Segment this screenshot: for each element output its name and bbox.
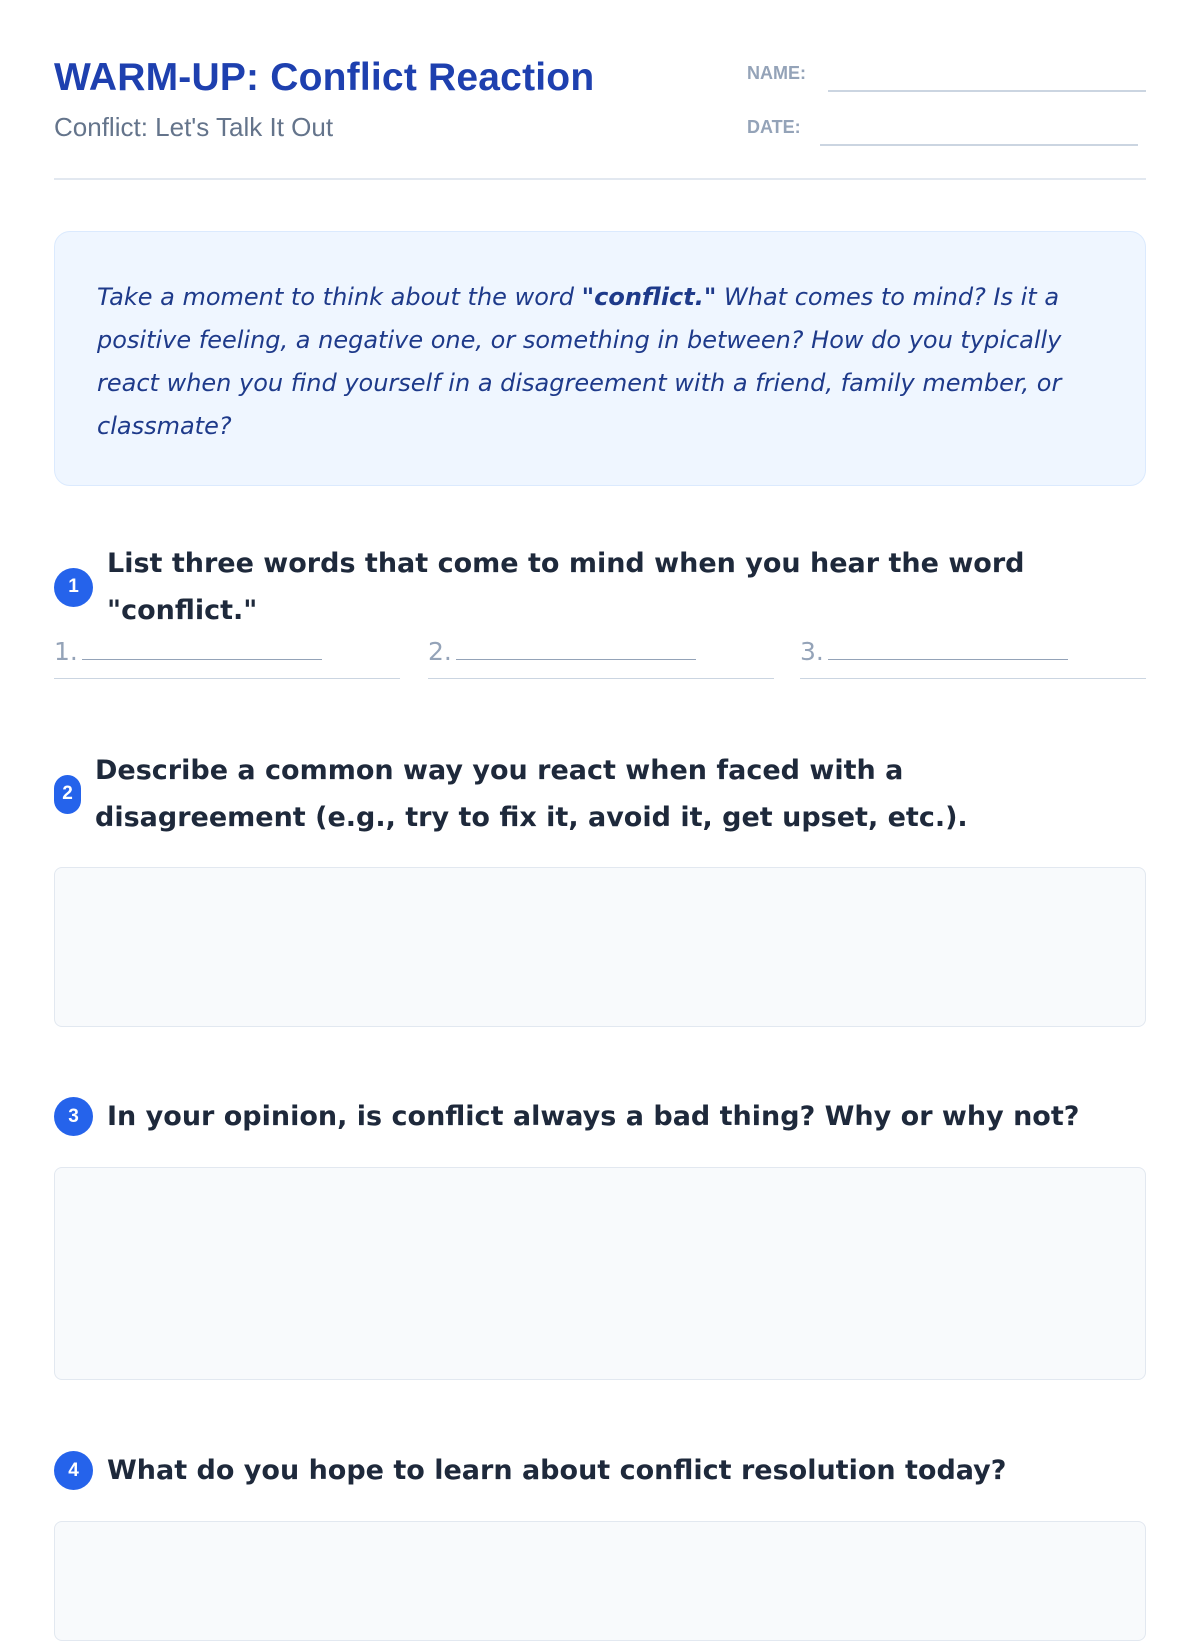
name-field[interactable] (828, 90, 1146, 92)
worksheet-page (54, 0, 1146, 1486)
worksheet-header (54, 0, 1146, 180)
intro-text-end: What comes to mind? Is it a positive feeling, a negative one, or something in between? How do you typically react when you find yourself in a disagreement with a friend, family member, or classmate? (97, 283, 1062, 440)
word-blank-rule (828, 639, 1068, 660)
word-blank-rule (82, 639, 322, 660)
word-blank-2[interactable] (428, 632, 774, 679)
question-number-badge: 3 (54, 1097, 93, 1136)
question-number-badge: 2 (54, 775, 81, 814)
question-text: In your opinion, is conflict always a bad thing? Why or why not? (107, 1101, 1080, 1132)
word-blank-number: 1. (54, 637, 78, 666)
date-field[interactable] (820, 144, 1138, 146)
question-number-badge: 4 (54, 1451, 93, 1490)
answer-box-2[interactable] (54, 867, 1146, 1027)
question-3 (54, 1093, 1079, 1140)
date-label: DATE: (747, 117, 801, 137)
question-4 (54, 1447, 1006, 1494)
intro-prompt-box (54, 231, 1146, 486)
page-subtitle: Conflict: Let's Talk It Out (54, 112, 334, 142)
answer-box-4[interactable] (54, 1521, 1146, 1641)
question-2 (54, 747, 1114, 841)
word-blank-number: 3. (800, 637, 824, 666)
page-title: WARM-UP: Conflict Reaction (54, 56, 595, 99)
question-number-badge: 1 (54, 568, 93, 607)
word-blank-3[interactable] (800, 632, 1146, 679)
question-text: List three words that come to mind when you hear the word "conflict." (107, 548, 1025, 626)
question-1 (54, 540, 1146, 634)
word-blank-rule (456, 639, 696, 660)
word-blank-1[interactable] (54, 632, 400, 679)
question-text: What do you hope to learn about conflict resolution today? (107, 1455, 1007, 1486)
answer-box-3[interactable] (54, 1167, 1146, 1380)
question-text: Describe a common way you react when faced with a disagreement (e.g., try to fix it, avoid it, get upset, etc.). (95, 755, 968, 833)
name-label: NAME: (747, 63, 806, 83)
word-blank-number: 2. (428, 637, 452, 666)
intro-emphasis: "conflict." (581, 283, 717, 311)
intro-text-start: Take a moment to think about the word (97, 283, 582, 311)
